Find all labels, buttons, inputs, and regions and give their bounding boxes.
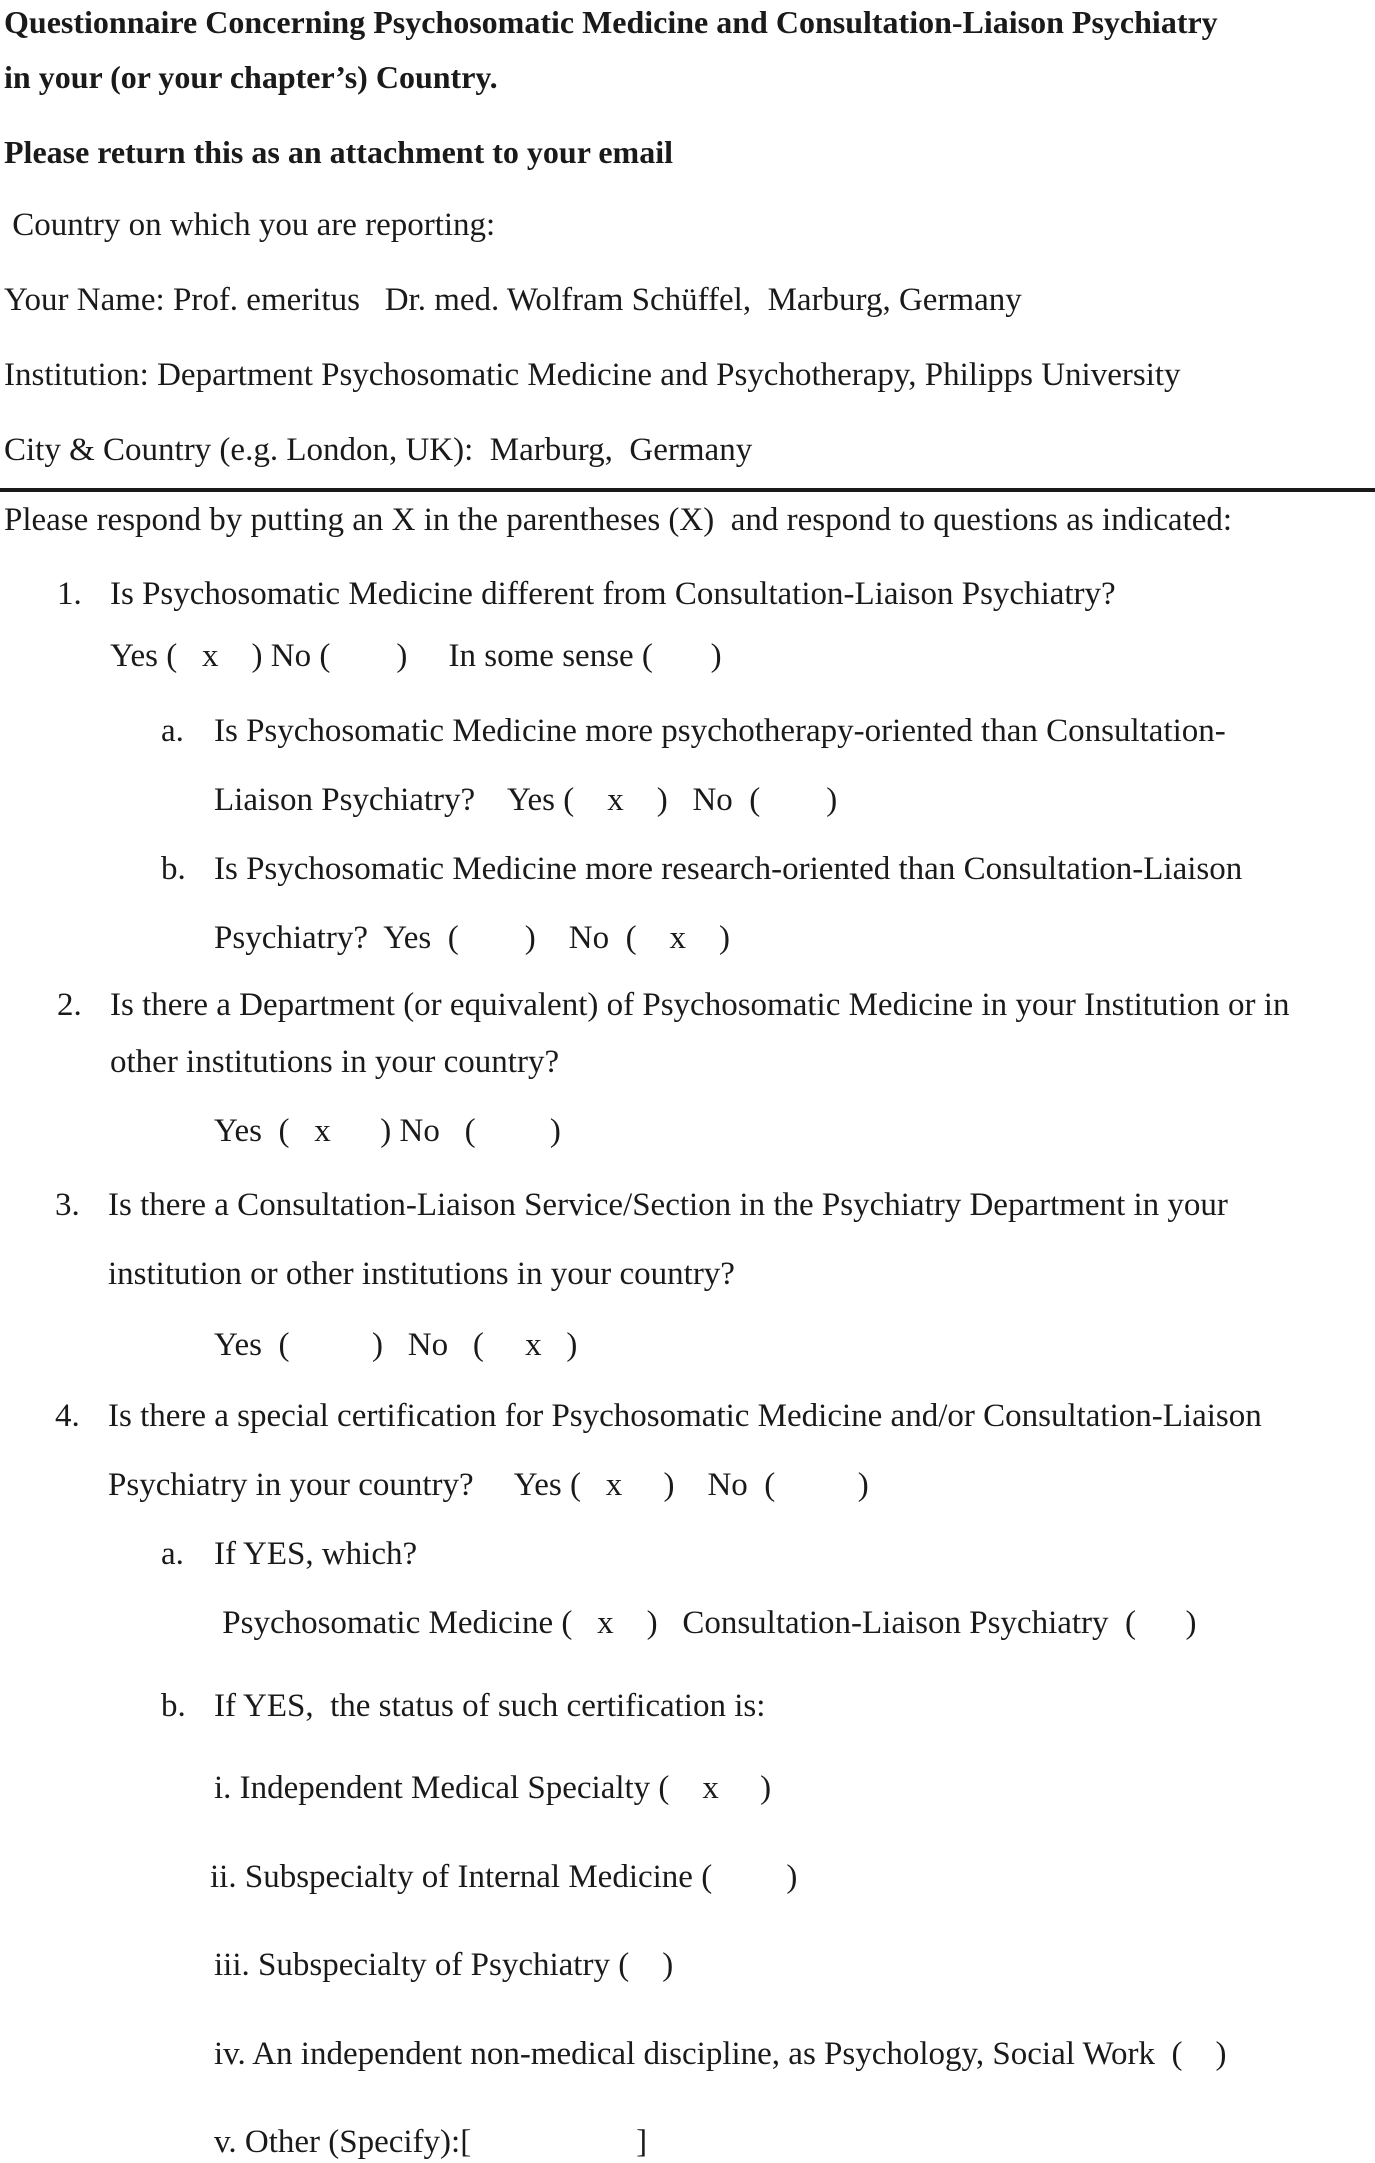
instructions: Please respond by putting an X in the parentheses (X) and respond to questions as indicated:	[4, 502, 1233, 538]
q1b-marker: b.	[161, 851, 186, 887]
q4b-text: If YES, the status of such certification is:	[214, 1688, 766, 1724]
q3-line-1: Is there a Consultation-Liaison Service/Section in the Psychiatry Department in your	[108, 1187, 1228, 1223]
q4b-option-i: i. Independent Medical Specialty ( x )	[214, 1770, 772, 1806]
q1b-line-1: Is Psychosomatic Medicine more research-oriented than Consultation-Liaison	[214, 851, 1243, 887]
q3-number: 3.	[55, 1187, 80, 1223]
q4b-option-iv: iv. An independent non-medical discipline, as Psychology, Social Work ( )	[214, 2036, 1227, 2072]
name-field: Your Name: Prof. emeritus Dr. med. Wolfram Schüffel, Marburg, Germany	[4, 282, 1022, 318]
q1-text: Is Psychosomatic Medicine different from Consultation-Liaison Psychiatry?	[110, 576, 1116, 612]
q3-answers: Yes ( ) No ( x )	[214, 1327, 578, 1363]
q4a-marker: a.	[161, 1536, 184, 1572]
q4b-marker: b.	[161, 1688, 186, 1724]
q2-answers: Yes ( x ) No ( )	[214, 1113, 561, 1149]
q3-line-2: institution or other institutions in your country?	[108, 1256, 735, 1292]
q1-answers: Yes ( x ) No ( ) In some sense ( )	[110, 638, 722, 674]
q4a-answers: Psychosomatic Medicine ( x ) Consultation-Liaison Psychiatry ( )	[214, 1605, 1197, 1641]
q4-line-1: Is there a special certification for Psychosomatic Medicine and/or Consultation-Liaison	[108, 1398, 1262, 1434]
q4b-option-ii: ii. Subspecialty of Internal Medicine ( )	[210, 1859, 798, 1895]
divider-rule	[0, 488, 1375, 492]
q2-number: 2.	[57, 987, 82, 1023]
q2-line-1: Is there a Department (or equivalent) of Psychosomatic Medicine in your Institution or in	[110, 987, 1290, 1023]
q4-line-2: Psychiatry in your country? Yes ( x ) No ( )	[108, 1467, 869, 1503]
city-country-field: City & Country (e.g. London, UK): Marburg, Germany	[4, 432, 753, 468]
q2-line-2: other institutions in your country?	[110, 1044, 560, 1080]
institution-field: Institution: Department Psychosomatic Medicine and Psychotherapy, Philipps University	[4, 357, 1181, 393]
title-line-1: Questionnaire Concerning Psychosomatic Medicine and Consultation-Liaison Psychiatry	[4, 4, 1218, 40]
title-line-2: in your (or your chapter’s) Country.	[4, 59, 498, 95]
q1a-line-1: Is Psychosomatic Medicine more psychotherapy-oriented than Consultation-	[214, 713, 1226, 749]
return-note: Please return this as an attachment to your email	[4, 134, 673, 170]
q4b-option-iii: iii. Subspecialty of Psychiatry ( )	[214, 1947, 674, 1983]
q4a-text: If YES, which?	[214, 1536, 418, 1572]
q4-number: 4.	[55, 1398, 80, 1434]
country-field: Country on which you are reporting:	[4, 207, 496, 243]
q4b-option-v: v. Other (Specify):[ ]	[214, 2124, 648, 2160]
q1b-line-2: Psychiatry? Yes ( ) No ( x )	[214, 920, 731, 956]
q1-number: 1.	[57, 576, 82, 612]
q1a-line-2: Liaison Psychiatry? Yes ( x ) No ( )	[214, 782, 838, 818]
q1a-marker: a.	[161, 713, 184, 749]
